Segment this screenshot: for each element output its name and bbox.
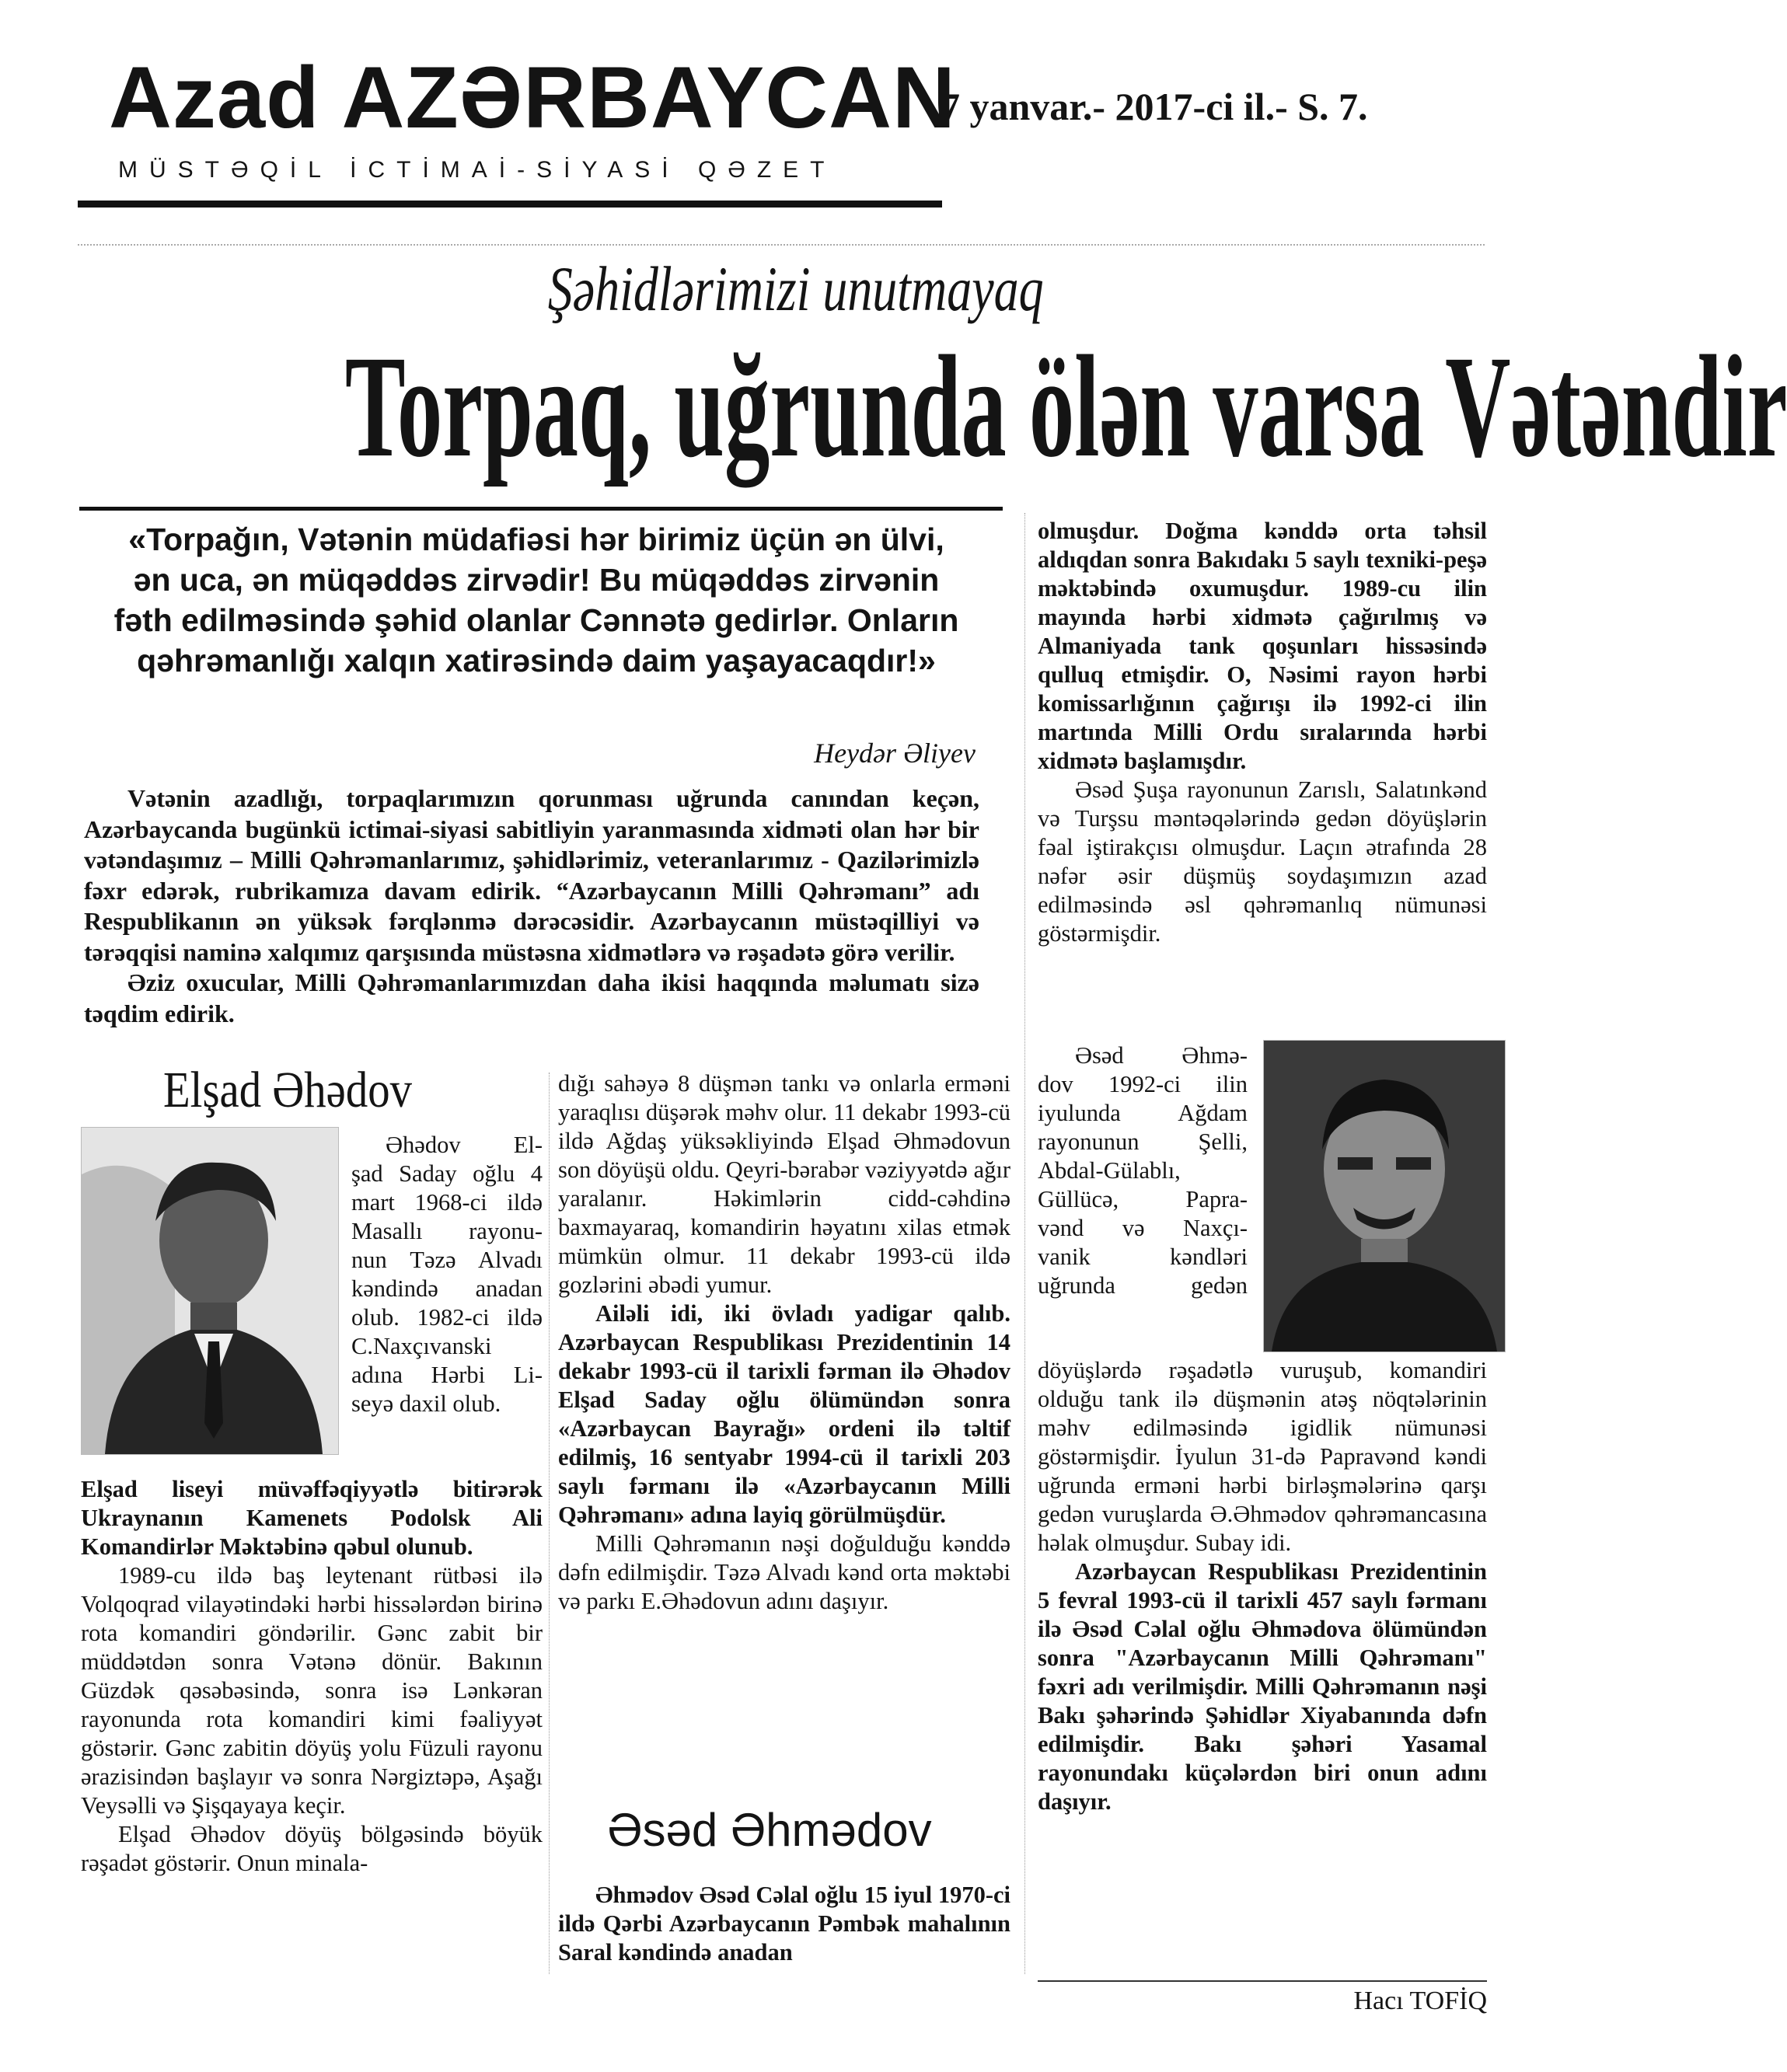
text-line: iyulunda Ağdam <box>1038 1100 1248 1126</box>
text-line: nun Təzə Alvadı <box>351 1247 543 1273</box>
esed-column-top <box>1038 517 1487 948</box>
intro-paragraph: Əziz oxucular, Milli Qəhrəmanlarımızdan daha ikisi haqqında məlumatı sizə təqdim edirik. <box>84 968 979 1027</box>
text-line: dov 1992-ci ilin <box>1038 1071 1248 1097</box>
newspaper-title: Azad AZƏRBAYCAN <box>109 49 956 146</box>
text-line: seyə daxil olub. <box>351 1390 501 1417</box>
elshad-column-1 <box>81 1475 543 1878</box>
elshad-narrow-column <box>351 1131 543 1418</box>
headline: Torpaq, uğrunda ölən varsa Vətəndir <box>344 325 1787 487</box>
text-line: C.Naxçıvanski <box>351 1333 492 1359</box>
elshad-paragraph: Milli Qəhrəmanın nəşi doğulduğu kənddə dəfn edilmişdir. Təzə Alvadı kənd orta məktəbi və parkı E.Əhədovun adını daşıyır. <box>558 1530 1010 1614</box>
esed-narrow-column <box>1038 1041 1248 1300</box>
masthead-dotted-rule <box>78 244 1485 246</box>
elshad-paragraph: 1989-cu ildə baş leytenant rütbəsi ilə Volqoqrad vilayətindəki hərbi hissələrdən birinə rota komandiri göndərilir. Gənc zabit bir müddətdən sonra Vətənə dönür. Bakının Güzdək qəsəbəsində, sonra isə Lənkəran rayonunda rota komandiri kimi fəaliyyət göstərir. Gənc zabitin döyüş yolu Füzuli rayonu ərazisindən başlayır və sonra Nərgiztəpə, Aşağı Veysəlli və Şişqayaya keçir. <box>81 1562 543 1819</box>
elshad-paragraph: dığı sahəyə 8 düşmən tankı və onlarla erməni yaraqlısı düşərək məhv olur. 11 dekabr 1993-cü ildə Ağdaş yüksəkliyində Elşad Əhmədovun son döyüşü oldu. Qeyri-bərabər vəziyyətdə ağır yaralanır. Həkimlərin cidd-cəhdinə baxmayaraq, komandirin həyatını xilas etmək mümkün olmur. 11 dekabr 1993-cü ildə gozlərini əbədi yumur. <box>558 1070 1010 1298</box>
text-line: Masallı rayonu- <box>351 1218 543 1244</box>
esed-heading: Əsəd Əhmədov <box>607 1804 932 1856</box>
intro-text <box>84 783 979 1029</box>
elshad-portrait-photo <box>81 1127 339 1455</box>
elshad-heading: Elşad Əhədov <box>163 1062 413 1118</box>
esed-paragraph: Əsəd Şuşa rayonunun Zarıslı, Salatınkənd və Turşsu məntəqələrində gedən döyüşlərin fəal iştirakçısı olmuşdur. Laçın ətrafında 28 nəfər əsir düşmüş soydaşımızın azad edilməsində əsl qəhrəmanlıq nümunəsi göstərmişdir. <box>1038 776 1487 947</box>
esed-paragraph: döyüşlərdə rəşadətlə vuruşub, komandiri olduğu tank ilə düşmənin atəş nöqtələrinin məhv edilməsində igidlik nümunəsi göstərmişdir. İyulun 31-də Papravənd kəndi uğrunda erməni hərbi birləşmələrinə qarşı gedən vuruşlarda Ə.Əhmədov qəhrəmancasına həlak olmuşdur. Subay idi. <box>1038 1357 1487 1556</box>
text-line: mart 1968-ci ildə <box>351 1189 543 1216</box>
text-line: Əsəd Əhmə- <box>1075 1042 1248 1069</box>
elshad-column-2 <box>558 1069 1010 1616</box>
headline-rule <box>79 507 1003 511</box>
text-line: adına Hərbi Li- <box>351 1362 543 1388</box>
epigraph-quote: «Torpağın, Vətənin müdafiəsi hər birimiz üçün ən ülvi, ən uca, ən müqəddəs zirvədir! Bu müqəddəs zirvənin fəth edilməsində şəhid olanlar Cənnətə gedirlər. Onların qəhrəmanlığı xalqın xatirəsində daim yaşayacaqdır!» <box>113 521 959 678</box>
newspaper-subtitle: MÜSTƏQİL İCTİMAİ-SİYASİ QƏZET <box>118 157 836 183</box>
text-line: vanik kəndləri <box>1038 1244 1248 1270</box>
esed-paragraph: Azərbaycan Respublikası Prezidentinin 5 fevral 1993-cü il tarixli 457 saylı fərmanı ilə Əsəd Cəlal oğlu Əhmədova ölümündən sonra "Azərbaycanın Milli Qəhrəmanı" fəxri adı verilmişdir. Milli Qəhrəmanın nəşi Bakı şəhərində Şəhidlər Xiyabanında dəfn edilmişdir. Bakı şəhəri Yasamal rayonundakı küçələrdən biri onun adını daşıyır. <box>1038 1558 1487 1815</box>
elshad-paragraph: Elşad liseyi müvəffəqiyyətlə bitirərək Ukraynanın Kamenets Podolsk Ali Komandirlər Məktəbinə qəbul olunub. <box>81 1476 543 1560</box>
text-line: olub. 1982-ci ildə <box>351 1304 543 1331</box>
author-signature: Hacı TOFİQ <box>1353 1987 1487 2015</box>
masthead-rule <box>78 201 942 208</box>
esed-column-bottom <box>1038 1356 1487 1816</box>
text-line: Əhədov El- <box>386 1132 543 1158</box>
signature-rule <box>1038 1980 1487 1982</box>
elshad-paragraph: Elşad Əhədov döyüş bölgəsində böyük rəşadət göstərir. Onun minala- <box>81 1821 543 1876</box>
text-line: Güllücə, Papra- <box>1038 1186 1248 1212</box>
esed-paragraph: olmuşdur. Doğma kənddə orta təhsil aldıqdan sonra Bakıdakı 5 saylı texniki-peşə məktəbində oxumuşdur. 1989-cu ilin mayında hərbi xidmətə çağırılmış və Almaniyada tank qoşunları hissəsində qulluq etmişdir. O, Nəsimi rayon hərbi komissarlığının çağırışı ilə 1992-ci ilin martında Milli Ordu sıralarında hərbi xidmətə başlamışdır. <box>1038 518 1487 774</box>
esed-paragraph: Əhmədov Əsəd Cəlal oğlu 15 iyul 1970-ci ildə Qərbi Azərbaycanın Pəmbək mahalının Saral kəndində anadan <box>558 1882 1010 1966</box>
rubric-kicker: Şəhidlərimizi unutmayaq <box>547 253 1044 324</box>
text-line: Abdal-Gülablı, <box>1038 1157 1181 1184</box>
text-line: rayonunun Şelli, <box>1038 1128 1248 1155</box>
text-line: kəndində anadan <box>351 1275 543 1302</box>
text-line: vənd və Naxçı- <box>1038 1215 1248 1241</box>
elshad-paragraph: Ailəli idi, iki övladı yadigar qalıb. Azərbaycan Respublikası Prezidentinin 14 dekabr 1993-cü il tarixli fərman ilə Əhədov Elşad Saday oğlu ölümündən sonra «Azərbaycan Bayrağı» ordeni ilə təltif edilmiş, 16 sentyabr 1994-cü il tarixli 203 saylı fərmanı ilə «Azərbaycanın Milli Qəhrəmanı» adına layiq görülmüşdür. <box>558 1300 1010 1528</box>
text-line: şad Saday oğlu 4 <box>351 1160 543 1187</box>
column-divider <box>1024 513 1026 1974</box>
esed-column-start <box>558 1881 1010 1967</box>
text-line: uğrunda gedən <box>1038 1272 1248 1299</box>
esed-portrait-photo <box>1263 1040 1506 1352</box>
issue-date: 7 yanvar.- 2017-ci il.- S. 7. <box>941 85 1368 128</box>
quote-author: Heydər Əliyev <box>814 738 976 769</box>
intro-paragraph: Vətənin azadlığı, torpaqlarımızın qorunması uğrunda canından keçən, Azərbaycanda bugünkü ictimai-siyasi sabitliyin yaranmasında xidməti olan hər bir vətəndaşımız – Milli Qəhrəmanlarımız, şəhidlərimiz, veteranlarımız - Qazilərimizlə fəxr edərək, rubrikamıza davam edirik. “Azərbaycanın Milli Qəhrəmanı” adı Respublikanın ən yüksək fərqlənmə dərəcəsidir. Azərbaycanın müstəqilliyi və tərəqqisi naminə xalqımız qarşısında müstəsna xidmətlərə və rəşadətə görə verilir. <box>84 784 979 966</box>
